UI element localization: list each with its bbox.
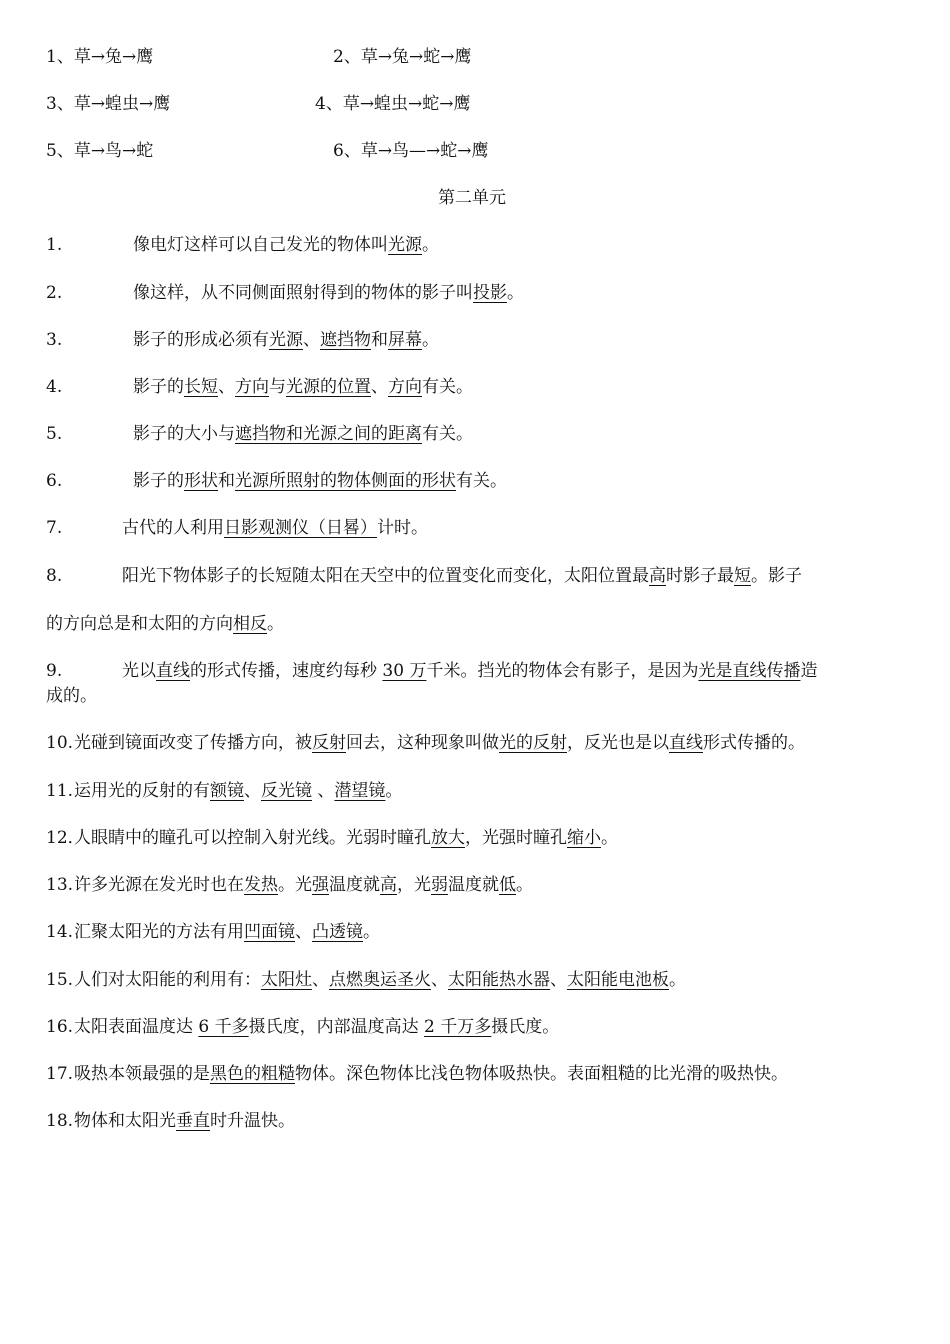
text-segment: 有关。 bbox=[456, 471, 507, 491]
text-segment: 有关。 bbox=[422, 377, 473, 397]
item-text bbox=[74, 968, 686, 992]
item-text bbox=[74, 920, 380, 944]
answer-blank: 直线 bbox=[669, 733, 703, 753]
text-segment: 影子的形成必须有 bbox=[133, 330, 269, 350]
text-segment: 温度就 bbox=[448, 875, 499, 895]
text-segment: 计时。 bbox=[377, 518, 428, 538]
text-segment: 。光 bbox=[278, 875, 312, 895]
item-number: 7. bbox=[46, 518, 63, 538]
item-number: 18. bbox=[46, 1111, 74, 1131]
answer-blank: 6 千多 bbox=[198, 1017, 249, 1037]
food-chain-1: 1、草→兔→鹰 bbox=[46, 47, 154, 67]
answer-blank: 短 bbox=[734, 566, 751, 586]
item-number: 3. bbox=[46, 330, 63, 350]
answer-blank: 额镜 bbox=[210, 781, 244, 801]
answer-blank: 形状 bbox=[184, 471, 218, 491]
text-segment: 时升温快。 bbox=[210, 1111, 295, 1131]
text-segment: 光以 bbox=[122, 661, 156, 681]
answer-blank: 反射 bbox=[312, 733, 346, 753]
item-number: 10. bbox=[46, 733, 74, 753]
text-segment: ，光 bbox=[397, 875, 431, 895]
answer-blank: 屏幕 bbox=[388, 330, 422, 350]
text-segment: 回去，这种现象叫做 bbox=[346, 733, 499, 753]
item-text bbox=[46, 684, 97, 708]
item-text bbox=[74, 731, 805, 755]
answer-blank: 强 bbox=[312, 875, 329, 895]
answer-blank: 方向 bbox=[388, 377, 422, 397]
item-number: 16. bbox=[46, 1017, 74, 1037]
answer-blank: 潜望镜 bbox=[334, 781, 386, 801]
text-segment: 、 bbox=[312, 970, 329, 990]
text-segment: 古代的人利用 bbox=[122, 518, 224, 538]
text-segment: 物体。深色物体比浅色物体吸热快。表面粗糙的比光滑的吸热快。 bbox=[295, 1064, 788, 1084]
item-number: 6. bbox=[46, 471, 63, 491]
answer-blank: 方向 bbox=[235, 377, 269, 397]
answer-blank: 凸透镜 bbox=[312, 922, 363, 942]
item-text bbox=[74, 826, 618, 850]
item-text bbox=[122, 659, 817, 683]
item-number: 14. bbox=[46, 922, 74, 942]
text-segment: 人们对太阳能的利用有： bbox=[74, 970, 261, 990]
text-segment: 像这样，从不同侧面照射得到的物体的影子叫 bbox=[133, 283, 473, 303]
answer-blank: 凹面镜 bbox=[244, 922, 295, 942]
item-number: 2. bbox=[46, 283, 63, 303]
text-segment: 。 bbox=[385, 781, 403, 801]
answer-blank: 低 bbox=[499, 875, 516, 895]
answer-blank: 发热 bbox=[244, 875, 278, 895]
text-segment: 造 bbox=[800, 661, 818, 681]
answer-blank: 30 万 bbox=[382, 661, 427, 681]
text-segment: 汇聚太阳光的方法有用 bbox=[74, 922, 244, 942]
item-text bbox=[133, 469, 507, 493]
answer-blank: 垂直 bbox=[176, 1111, 210, 1131]
text-segment: 。 bbox=[516, 875, 533, 895]
text-segment: 和 bbox=[371, 330, 388, 350]
text-segment: 光碰到镜面改变了传播方向，被 bbox=[74, 733, 312, 753]
text-segment: 。 bbox=[422, 235, 439, 255]
item-text bbox=[46, 612, 284, 636]
item-text bbox=[133, 422, 473, 446]
text-segment: 。影子 bbox=[751, 566, 802, 586]
item-text bbox=[74, 1015, 559, 1039]
text-segment: ，反光也是以 bbox=[567, 733, 669, 753]
item-text bbox=[133, 328, 439, 352]
unit-title: 第二单元 bbox=[438, 188, 506, 208]
item-text bbox=[133, 233, 439, 257]
answer-blank: 黑色的粗糙 bbox=[210, 1064, 295, 1084]
answer-blank: 点燃奥运圣火 bbox=[329, 970, 431, 990]
item-number: 17. bbox=[46, 1064, 74, 1084]
item-text bbox=[122, 516, 428, 540]
text-segment: 许多光源在发光时也在 bbox=[74, 875, 244, 895]
text-segment: 与 bbox=[269, 377, 286, 397]
answer-blank: 反光镜 bbox=[261, 781, 312, 801]
item-text bbox=[74, 1109, 295, 1133]
text-segment: 形式传播的。 bbox=[703, 733, 805, 753]
text-segment: 运用光的反射的有 bbox=[74, 781, 210, 801]
text-segment: 摄氏度，内部温度高达 bbox=[248, 1017, 425, 1037]
text-segment: 阳光下物体影子的长短随太阳在天空中的位置变化而变化，太阳位置最 bbox=[122, 566, 649, 586]
text-segment: 人眼睛中的瞳孔可以控制入射光线。光弱时瞳孔 bbox=[74, 828, 431, 848]
text-segment: 摄氏度。 bbox=[491, 1017, 560, 1037]
answer-blank: 光源所照射的物体侧面的形状 bbox=[235, 471, 456, 491]
answer-blank: 直线 bbox=[156, 661, 190, 681]
text-segment: 。 bbox=[267, 614, 284, 634]
answer-blank: 高 bbox=[649, 566, 666, 586]
text-segment: 吸热本领最强的是 bbox=[74, 1064, 210, 1084]
answer-blank: 缩小 bbox=[567, 828, 601, 848]
text-segment: 、 bbox=[218, 377, 235, 397]
item-number: 15. bbox=[46, 970, 74, 990]
answer-blank: 遮挡物和光源之间的距离 bbox=[235, 424, 422, 444]
text-segment: 、 bbox=[371, 377, 388, 397]
answer-blank: 光源 bbox=[269, 330, 303, 350]
item-number: 5. bbox=[46, 424, 63, 444]
text-segment: 。 bbox=[507, 283, 524, 303]
item-number: 9. bbox=[46, 661, 63, 681]
item-number: 4. bbox=[46, 377, 63, 397]
food-chain-5: 5、草→鸟→蛇 bbox=[46, 141, 154, 161]
text-segment: 、 bbox=[295, 922, 312, 942]
text-segment: 太阳表面温度达 bbox=[74, 1017, 199, 1037]
answer-blank: 放大 bbox=[431, 828, 465, 848]
answer-blank: 光源 bbox=[388, 235, 422, 255]
text-segment: 影子的大小与 bbox=[133, 424, 235, 444]
text-segment: 、 bbox=[431, 970, 448, 990]
answer-blank: 长短 bbox=[184, 377, 218, 397]
text-segment: 。 bbox=[669, 970, 686, 990]
text-segment: 、 bbox=[550, 970, 567, 990]
item-number: 8. bbox=[46, 566, 63, 586]
text-segment: 的形式传播，速度约每秒 bbox=[190, 661, 383, 681]
text-segment: 的方向总是和太阳的方向 bbox=[46, 614, 233, 634]
answer-blank: 太阳灶 bbox=[261, 970, 312, 990]
answer-blank: 光源的位置 bbox=[286, 377, 371, 397]
text-segment: 时影子最 bbox=[666, 566, 734, 586]
item-number: 1. bbox=[46, 235, 63, 255]
text-segment: 。 bbox=[422, 330, 439, 350]
answer-blank: 投影 bbox=[473, 283, 507, 303]
item-text bbox=[74, 1062, 788, 1086]
text-segment: 有关。 bbox=[422, 424, 473, 444]
item-text bbox=[133, 375, 473, 399]
text-segment: ，光强时瞳孔 bbox=[465, 828, 567, 848]
answer-blank: 遮挡物 bbox=[320, 330, 371, 350]
item-text bbox=[122, 564, 802, 588]
item-number: 11. bbox=[46, 781, 74, 801]
item-number: 13. bbox=[46, 875, 74, 895]
food-chain-4: 4、草→蝗虫→蛇→鹰 bbox=[315, 94, 471, 114]
item-number: 12． bbox=[46, 828, 85, 848]
item-text bbox=[133, 281, 524, 305]
text-segment: 、 bbox=[312, 781, 335, 801]
food-chain-6: 6、草→鸟—→蛇→鹰 bbox=[333, 141, 489, 161]
text-segment: 千米。挡光的物体会有影子，是因为 bbox=[426, 661, 699, 681]
text-segment: 。 bbox=[601, 828, 618, 848]
text-segment: 温度就 bbox=[329, 875, 380, 895]
answer-blank: 2 千万多 bbox=[424, 1017, 492, 1037]
text-segment: 。 bbox=[363, 922, 380, 942]
answer-blank: 光的反射 bbox=[499, 733, 567, 753]
answer-blank: 相反 bbox=[233, 614, 267, 634]
text-segment: 成的。 bbox=[46, 686, 97, 706]
item-text bbox=[74, 779, 402, 803]
text-segment: 物体和太阳光 bbox=[74, 1111, 176, 1131]
text-segment: 影子的 bbox=[133, 377, 184, 397]
answer-blank: 日影观测仪（日晷） bbox=[224, 518, 377, 538]
answer-blank: 弱 bbox=[431, 875, 448, 895]
text-segment: 、 bbox=[244, 781, 261, 801]
answer-blank: 光是直线传播 bbox=[698, 661, 801, 681]
food-chain-2: 2、草→兔→蛇→鹰 bbox=[333, 47, 472, 67]
answer-blank: 高 bbox=[380, 875, 397, 895]
text-segment: 和 bbox=[218, 471, 235, 491]
text-segment: 像电灯这样可以自己发光的物体叫 bbox=[133, 235, 388, 255]
text-segment: 、 bbox=[303, 330, 320, 350]
text-segment: 影子的 bbox=[133, 471, 184, 491]
item-text bbox=[74, 873, 533, 897]
food-chain-3: 3、草→蝗虫→鹰 bbox=[46, 94, 171, 114]
answer-blank: 太阳能热水器 bbox=[448, 970, 550, 990]
answer-blank: 太阳能电池板 bbox=[567, 970, 669, 990]
